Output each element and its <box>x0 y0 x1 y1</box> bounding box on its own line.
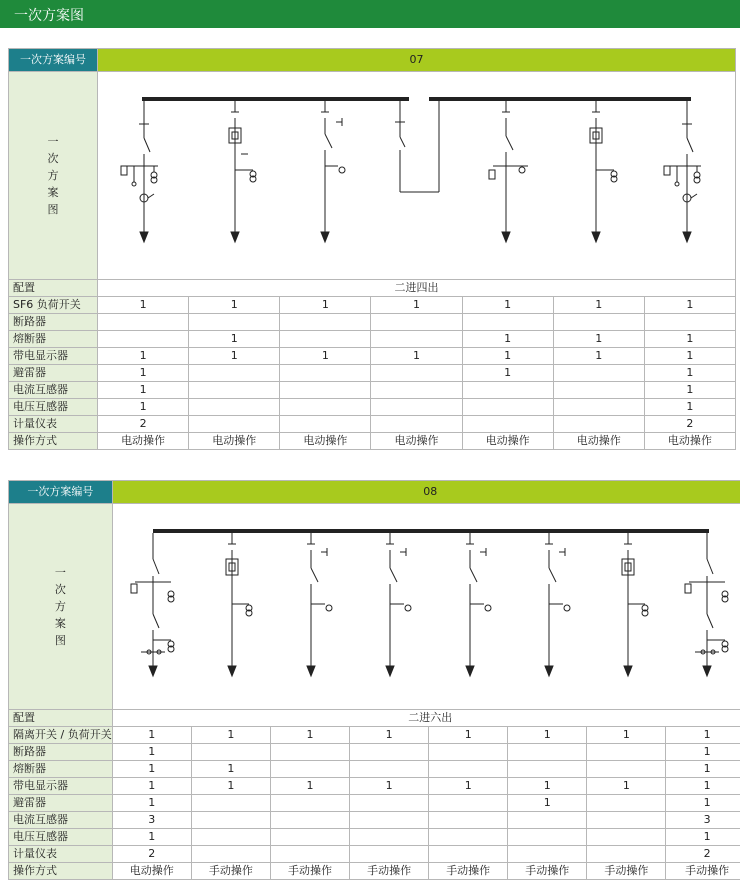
component-qty: 1 <box>644 399 735 416</box>
component-qty: 1 <box>191 778 270 795</box>
component-qty <box>587 761 666 778</box>
component-qty: 1 <box>270 778 349 795</box>
scheme-table-08 <box>8 480 740 880</box>
component-qty <box>189 382 280 399</box>
component-qty <box>371 416 462 433</box>
component-qty <box>587 795 666 812</box>
incoming-breaker-8 <box>685 533 728 676</box>
component-qty <box>587 744 666 761</box>
component-qty <box>191 812 270 829</box>
component-qty: 电动操作 <box>112 863 191 880</box>
component-qty: 1 <box>666 761 740 778</box>
component-qty <box>350 761 429 778</box>
feeder-3 <box>307 533 332 676</box>
component-qty: 2 <box>98 416 189 433</box>
component-row <box>9 863 740 880</box>
feeder-fuse-5 <box>590 101 617 242</box>
component-qty <box>371 399 462 416</box>
component-qty <box>191 846 270 863</box>
component-qty <box>350 846 429 863</box>
component-qty: 1 <box>98 297 189 314</box>
component-qty <box>280 416 371 433</box>
component-qty: 1 <box>587 727 666 744</box>
component-qty <box>350 795 429 812</box>
component-qty: 1 <box>553 331 644 348</box>
component-qty: 1 <box>462 365 553 382</box>
config-label: 配置 <box>9 280 98 297</box>
component-qty: 手动操作 <box>429 863 508 880</box>
component-qty: 电动操作 <box>189 433 280 450</box>
component-qty: 1 <box>112 795 191 812</box>
component-name: 电流互感器 <box>9 812 113 829</box>
component-qty: 1 <box>98 365 189 382</box>
component-row <box>9 744 740 761</box>
component-name: 断路器 <box>9 314 98 331</box>
component-qty: 1 <box>191 727 270 744</box>
scheme-number-label: 一次方案编号 <box>9 481 113 504</box>
component-qty: 1 <box>371 297 462 314</box>
component-qty <box>350 744 429 761</box>
component-row <box>9 331 736 348</box>
component-qty: 1 <box>462 348 553 365</box>
component-qty <box>587 812 666 829</box>
component-qty: 1 <box>508 795 587 812</box>
component-qty: 1 <box>553 348 644 365</box>
component-qty: 1 <box>350 727 429 744</box>
config-value: 二进六出 <box>112 710 740 727</box>
component-name: 电压互感器 <box>9 829 113 846</box>
diagram-svg <box>113 504 740 709</box>
feeder-5 <box>466 533 491 676</box>
config-label: 配置 <box>9 710 113 727</box>
component-qty: 1 <box>112 761 191 778</box>
component-row <box>9 314 736 331</box>
component-qty: 1 <box>98 348 189 365</box>
component-qty: 1 <box>644 365 735 382</box>
scheme-number: 08 <box>112 481 740 504</box>
component-name: 避雷器 <box>9 795 113 812</box>
component-qty: 1 <box>644 297 735 314</box>
component-qty: 1 <box>666 829 740 846</box>
component-qty <box>553 314 644 331</box>
component-qty <box>350 829 429 846</box>
component-name: 操作方式 <box>9 433 98 450</box>
component-name: 操作方式 <box>9 863 113 880</box>
single-line-diagram <box>112 504 740 710</box>
scheme-number: 07 <box>98 49 736 72</box>
component-qty <box>644 314 735 331</box>
component-qty <box>429 812 508 829</box>
component-name: 避雷器 <box>9 365 98 382</box>
component-qty <box>508 761 587 778</box>
component-qty: 电动操作 <box>371 433 462 450</box>
component-qty <box>189 314 280 331</box>
feeder-fuse-4 <box>489 101 528 242</box>
component-qty: 手动操作 <box>587 863 666 880</box>
component-qty <box>280 314 371 331</box>
component-qty <box>508 846 587 863</box>
component-qty <box>189 399 280 416</box>
component-qty: 1 <box>270 727 349 744</box>
feeder-fuse-7 <box>622 533 648 676</box>
scheme-table-07 <box>8 48 736 450</box>
component-name: 熔断器 <box>9 761 113 778</box>
single-line-diagram <box>98 72 736 280</box>
component-row <box>9 829 740 846</box>
feeder-4 <box>386 533 411 676</box>
component-row <box>9 399 736 416</box>
component-qty <box>270 795 349 812</box>
feeder-metering-1 <box>121 101 158 242</box>
component-qty <box>587 846 666 863</box>
component-qty <box>191 795 270 812</box>
component-qty: 1 <box>666 744 740 761</box>
component-qty <box>462 416 553 433</box>
component-qty: 2 <box>666 846 740 863</box>
component-name: 熔断器 <box>9 331 98 348</box>
component-qty <box>462 399 553 416</box>
component-qty: 1 <box>191 761 270 778</box>
component-qty: 电动操作 <box>644 433 735 450</box>
config-value: 二进四出 <box>98 280 736 297</box>
component-qty: 手动操作 <box>508 863 587 880</box>
component-qty: 1 <box>98 399 189 416</box>
component-qty: 1 <box>508 778 587 795</box>
component-qty <box>371 314 462 331</box>
component-qty <box>429 829 508 846</box>
component-qty: 1 <box>429 778 508 795</box>
component-qty: 1 <box>508 727 587 744</box>
component-row <box>9 778 740 795</box>
component-row <box>9 365 736 382</box>
component-qty: 1 <box>189 331 280 348</box>
feeder-fuse-2 <box>226 533 252 676</box>
component-row <box>9 382 736 399</box>
component-name: 带电显示器 <box>9 778 113 795</box>
component-qty <box>553 365 644 382</box>
component-qty <box>189 365 280 382</box>
component-qty <box>553 382 644 399</box>
component-qty: 1 <box>112 727 191 744</box>
component-name: 隔离开关 / 负荷开关 <box>9 727 113 744</box>
component-qty: 1 <box>644 382 735 399</box>
component-qty <box>98 314 189 331</box>
component-qty <box>508 812 587 829</box>
feeder-6 <box>545 533 570 676</box>
component-qty <box>191 829 270 846</box>
feeder-fuse-2 <box>229 101 256 242</box>
component-qty: 2 <box>112 846 191 863</box>
component-qty: 1 <box>350 778 429 795</box>
component-qty <box>587 829 666 846</box>
component-qty <box>371 365 462 382</box>
component-qty <box>429 846 508 863</box>
component-qty <box>429 761 508 778</box>
component-qty <box>462 382 553 399</box>
component-qty: 电动操作 <box>553 433 644 450</box>
component-qty <box>371 382 462 399</box>
component-qty: 1 <box>553 297 644 314</box>
incoming-breaker-1 <box>131 533 174 676</box>
component-qty <box>280 331 371 348</box>
component-qty: 1 <box>644 348 735 365</box>
component-name: 电压互感器 <box>9 399 98 416</box>
component-name: 断路器 <box>9 744 113 761</box>
component-qty <box>350 812 429 829</box>
component-name: SF6 负荷开关 <box>9 297 98 314</box>
component-qty: 电动操作 <box>98 433 189 450</box>
component-qty: 3 <box>112 812 191 829</box>
component-qty <box>462 314 553 331</box>
page-title: 一次方案图 <box>14 8 84 24</box>
component-qty <box>429 744 508 761</box>
component-qty <box>553 416 644 433</box>
component-qty: 1 <box>666 727 740 744</box>
component-name: 电流互感器 <box>9 382 98 399</box>
component-qty <box>191 744 270 761</box>
component-qty <box>270 744 349 761</box>
component-qty: 手动操作 <box>666 863 740 880</box>
component-qty <box>371 331 462 348</box>
component-qty <box>280 399 371 416</box>
component-qty: 1 <box>429 727 508 744</box>
diagram-svg <box>98 72 735 279</box>
component-qty <box>270 846 349 863</box>
component-qty: 1 <box>98 382 189 399</box>
component-qty: 1 <box>666 795 740 812</box>
component-qty: 1 <box>462 331 553 348</box>
component-row <box>9 795 740 812</box>
component-row <box>9 812 740 829</box>
component-row <box>9 727 740 744</box>
component-qty: 1 <box>644 331 735 348</box>
component-row <box>9 761 740 778</box>
component-qty: 手动操作 <box>270 863 349 880</box>
component-qty <box>280 382 371 399</box>
title-bar <box>0 0 740 28</box>
component-qty: 电动操作 <box>462 433 553 450</box>
component-row <box>9 416 736 433</box>
component-qty: 1 <box>189 297 280 314</box>
component-qty <box>508 829 587 846</box>
component-qty: 2 <box>644 416 735 433</box>
component-row <box>9 348 736 365</box>
component-qty: 3 <box>666 812 740 829</box>
component-name: 计量仪表 <box>9 416 98 433</box>
component-qty <box>429 795 508 812</box>
component-qty: 1 <box>280 348 371 365</box>
component-qty: 1 <box>666 778 740 795</box>
component-qty <box>508 744 587 761</box>
component-qty <box>280 365 371 382</box>
component-row <box>9 297 736 314</box>
component-row <box>9 433 736 450</box>
component-qty: 1 <box>280 297 371 314</box>
scheme-number-label: 一次方案编号 <box>9 49 98 72</box>
component-qty: 手动操作 <box>350 863 429 880</box>
component-row <box>9 846 740 863</box>
component-qty <box>553 399 644 416</box>
component-qty: 1 <box>112 778 191 795</box>
component-qty <box>189 416 280 433</box>
component-qty: 1 <box>189 348 280 365</box>
component-qty: 1 <box>112 744 191 761</box>
component-qty: 1 <box>112 829 191 846</box>
diagram-label: 一 次 方 案 图 <box>9 72 98 280</box>
component-name: 带电显示器 <box>9 348 98 365</box>
component-qty <box>270 761 349 778</box>
component-qty: 1 <box>462 297 553 314</box>
diagram-label: 一 次 方 案 图 <box>9 504 113 710</box>
component-qty <box>98 331 189 348</box>
feeder-metering-6 <box>664 101 701 242</box>
component-name: 计量仪表 <box>9 846 113 863</box>
feeder-3 <box>321 101 345 242</box>
component-qty <box>270 829 349 846</box>
component-qty: 电动操作 <box>280 433 371 450</box>
component-qty: 1 <box>371 348 462 365</box>
component-qty: 手动操作 <box>191 863 270 880</box>
component-qty <box>270 812 349 829</box>
component-qty: 1 <box>587 778 666 795</box>
